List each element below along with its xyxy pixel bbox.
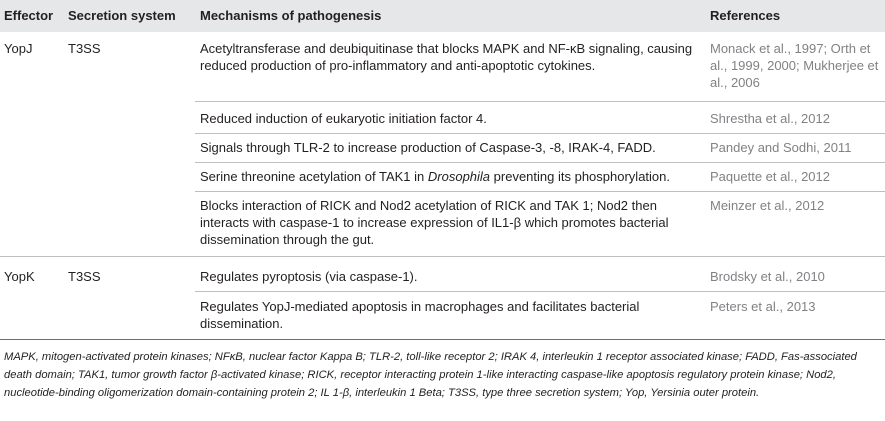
header-references: References xyxy=(710,8,781,23)
mechanism-cell xyxy=(200,168,705,185)
mechanism-cell: Acetyltransferase and deubiquitinase that blocks MAPK and NF-κB signaling, causing reduced production of pro-inflammatory and anti-apoptotic cytokines. xyxy=(200,41,693,73)
mechanism-cell: Signals through TLR-2 to increase production of Caspase-3, -8, IRAK-4, FADD. xyxy=(200,140,656,155)
row-divider xyxy=(195,101,885,102)
secretion-system-yopk: T3SS xyxy=(68,269,101,284)
row-divider xyxy=(195,291,885,292)
reference-cell: Paquette et al., 2012 xyxy=(710,169,830,184)
header-secretion-system: Secretion system xyxy=(68,8,176,23)
reference-cell: Peters et al., 2013 xyxy=(710,299,816,314)
header-effector: Effector xyxy=(4,8,54,23)
secretion-system-yopj: T3SS xyxy=(68,41,101,56)
mechanism-text: Serine threonine acetylation of TAK1 in xyxy=(200,169,428,184)
row-divider xyxy=(195,162,885,163)
reference-cell: Meinzer et al., 2012 xyxy=(710,198,825,213)
effector-yopk: YopK xyxy=(4,269,35,284)
reference-cell: Monack et al., 1997; Orth et al., 1999, 2000; Mukherjee et al., 2006 xyxy=(710,41,879,90)
reference-cell: Shrestha et al., 2012 xyxy=(710,111,830,126)
row-divider xyxy=(195,191,885,192)
mechanism-cell: Regulates YopJ-mediated apoptosis in macrophages and facilitates bacterial dissemination. xyxy=(200,299,640,331)
mechanism-cell: Reduced induction of eukaryotic initiation factor 4. xyxy=(200,111,487,126)
reference-cell: Brodsky et al., 2010 xyxy=(710,269,825,284)
table-footnote: MAPK, mitogen-activated protein kinases; NFκB, nuclear factor Kappa B; TLR-2, toll-like receptor 2; IRAK 4, interleukin 1 receptor associated kinase; FADD, Fas-associated death domain; TAK1, tumor growth factor β-activated kinase; RICK, receptor interacting protein 1-like interacting caspase-like apoptosis regulatory protein kinase; Nod2, nucleotide-binding oligomerization domain-containing protein 2; IL 1-β, interleukin 1 Beta; T3SS, type three secretion system; Yop, Yersinia outer protein. xyxy=(4,351,857,399)
reference-cell: Pandey and Sodhi, 2011 xyxy=(710,140,852,155)
table-bottom-rule xyxy=(0,339,885,340)
mechanism-cell: Regulates pyroptosis (via caspase-1). xyxy=(200,269,418,284)
row-divider xyxy=(195,133,885,134)
header-mechanisms: Mechanisms of pathogenesis xyxy=(200,8,382,23)
effector-yopj: YopJ xyxy=(4,41,33,56)
group-divider xyxy=(0,256,885,257)
mechanism-text: preventing its phosphorylation. xyxy=(490,169,670,184)
mechanism-organism: Drosophila xyxy=(427,169,491,184)
mechanism-cell: Blocks interaction of RICK and Nod2 acetylation of RICK and TAK 1; Nod2 then interacts with caspase-1 to increase expression of IL1-β which promotes bacterial dissemination through the gut. xyxy=(200,198,669,247)
